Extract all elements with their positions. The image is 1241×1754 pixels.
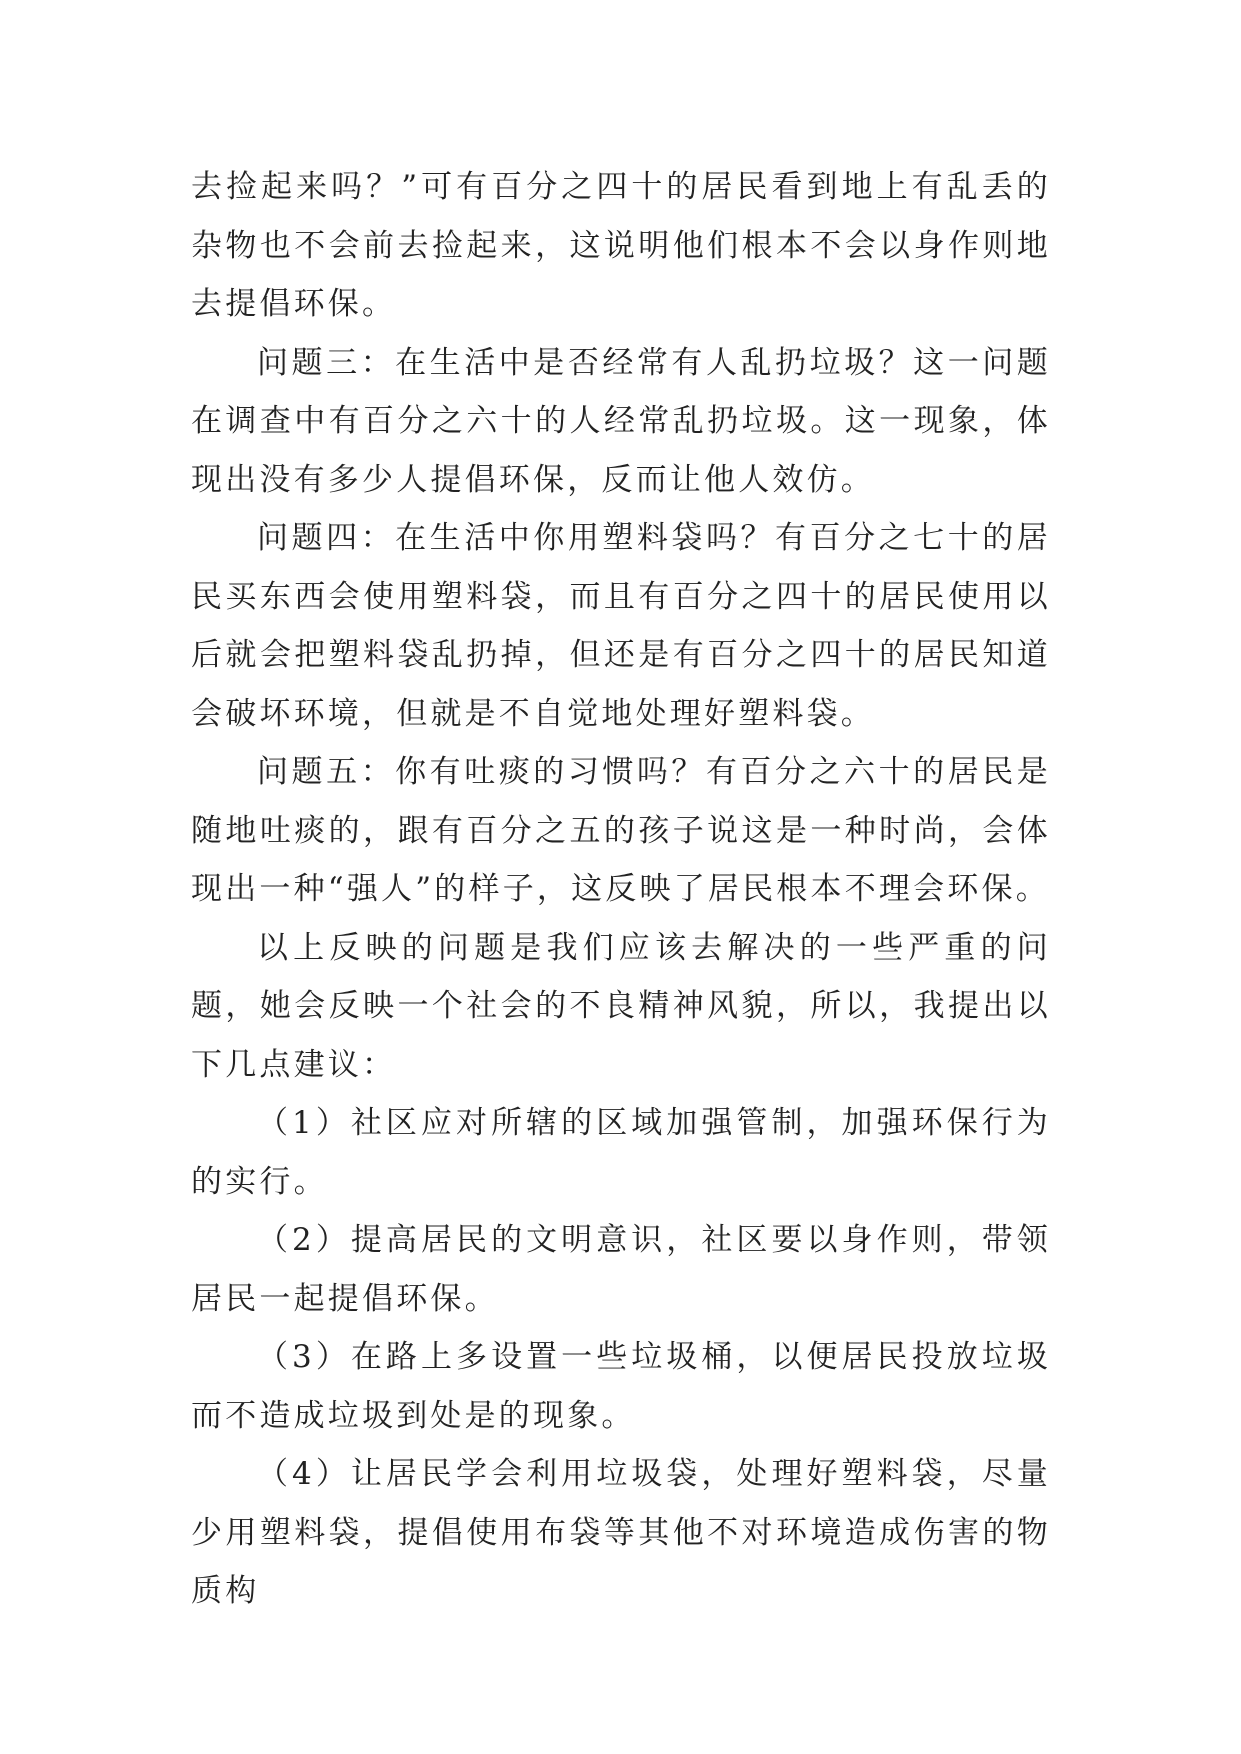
paragraph-summary: 以上反映的问题是我们应该去解决的一些严重的问题，她会反映一个社会的不良精神风貌，所以，我提出以下几点建议： <box>191 929 1051 1083</box>
paragraph-question-four: 问题四：在生活中你用塑料袋吗？有百分之七十的居民买东西会使用塑料袋，而且有百分之四十的居民使用以后就会把塑料袋乱扔掉，但还是有百分之四十的居民知道会破坏环境，但就是不自觉地处理好塑料袋。 <box>191 520 1051 732</box>
paragraph-question-five: 问题五：你有吐痰的习惯吗？有百分之六十的居民是随地吐痰的，跟有百分之五的孩子说这是一种时尚，会体现出一种“强人”的样子，这反映了居民根本不理会环保。 <box>191 754 1051 907</box>
suggestion-item-3: （3）在路上多设置一些垃圾桶，以便居民投放垃圾而不造成垃圾到处是的现象。 <box>191 1339 1051 1434</box>
paragraph-continuation: 去捡起来吗？”可有百分之四十的居民看到地上有乱丢的杂物也不会前去捡起来，这说明他们根本不会以身作则地去提倡环保。 <box>191 169 1051 322</box>
suggestion-item-2: （2）提高居民的文明意识，社区要以身作则，带领居民一起提倡环保。 <box>191 1222 1051 1317</box>
suggestion-item-1: （1）社区应对所辖的区域加强管制，加强环保行为的实行。 <box>191 1105 1051 1200</box>
suggestion-item-4: （4）让居民学会利用垃圾袋，处理好塑料袋，尽量少用塑料袋，提倡使用布袋等其他不对环境造成伤害的物质构 <box>191 1456 1051 1609</box>
paragraph-question-three: 问题三：在生活中是否经常有人乱扔垃圾？这一问题在调查中有百分之六十的人经常乱扔垃圾。这一现象，体现出没有多少人提倡环保，反而让他人效仿。 <box>191 344 1051 498</box>
body-text <box>191 158 1051 1621</box>
